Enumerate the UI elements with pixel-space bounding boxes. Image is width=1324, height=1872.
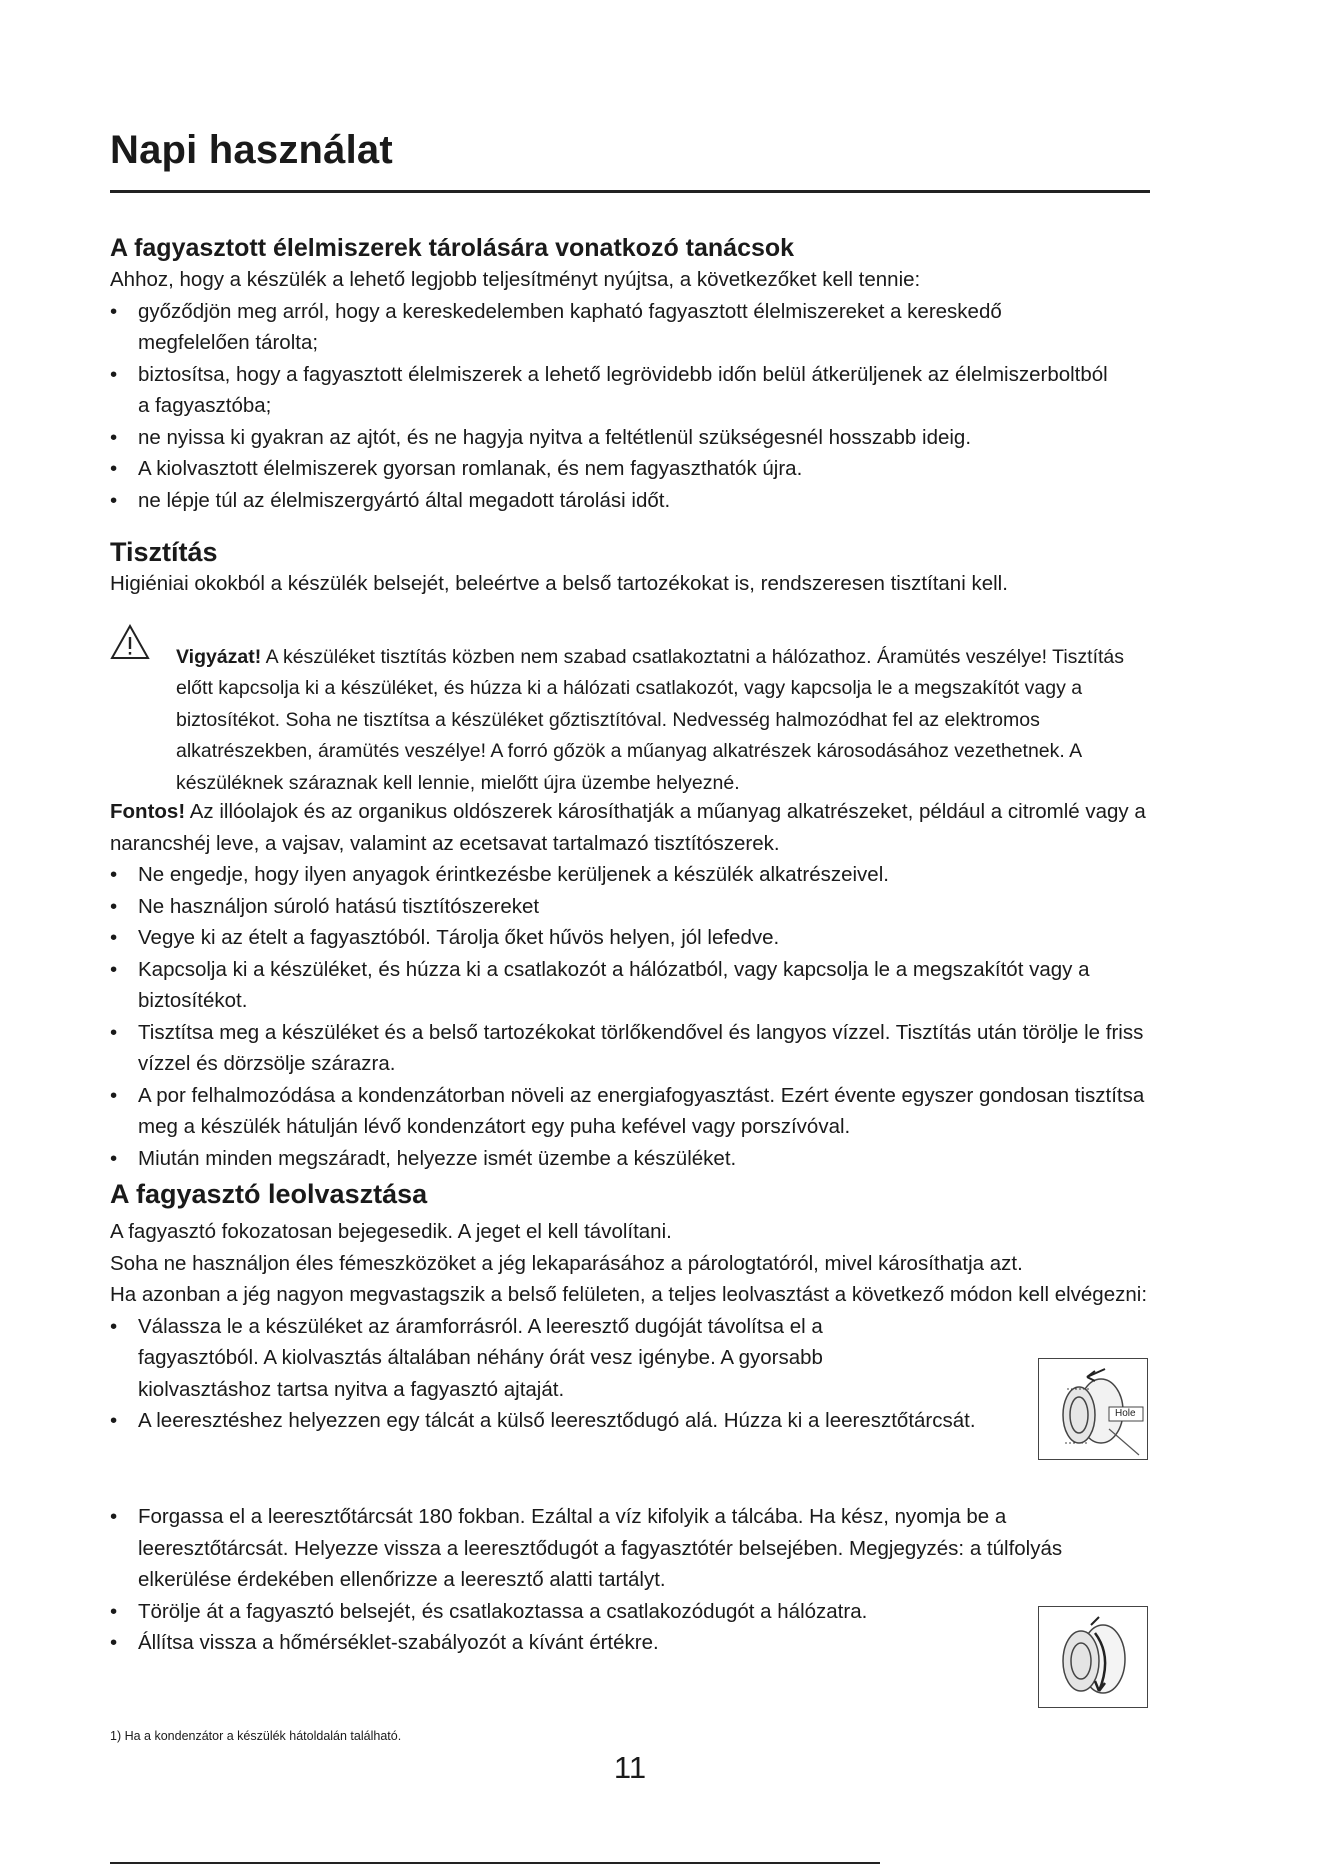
hole-label: Hole — [1115, 1408, 1136, 1419]
defrost-para-2: Soha ne használjon éles fémeszközöket a jég lekaparásához a párologtatóról, mivel károsíthatja azt. — [110, 1251, 1023, 1275]
title-divider — [110, 190, 1150, 193]
list-item: • ne nyissa ki gyakran az ajtót, és ne hagyja nyitva a feltétlenül szükségesnél hosszabb ideig. — [110, 422, 1150, 454]
defrost-para-1: A fagyasztó fokozatosan bejegesedik. A jeget el kell távolítani. — [110, 1220, 672, 1243]
list-item: • Kapcsolja ki a készüléket, és húzza ki a csatlakozót a hálózatból, vagy kapcsolja le a megszakítót vagy a biztosítékot. — [110, 954, 1150, 1017]
list-item: • Válassza le a készüléket az áramforrásról. A leeresztő dugóját távolítsa el a fagyasztóból. A kiolvasztás általában néhány órát vesz igénybe. A gyorsabb kiolvasztáshoz tartsa nyitva a fagyasztó ajtaját. — [110, 1311, 1030, 1406]
list-item: • biztosítsa, hogy a fagyasztott élelmiszerek a lehető legrövidebb időn belül átkerüljenek az élelmiszerboltból a fagyasztóba; — [110, 359, 1150, 422]
list-item: • A por felhalmozódása a kondenzátorban növeli az energiafogyasztást. Ezért évente egyszer gondosan tisztítsa meg a készülék hátulján lévő kondenzátort egy puha kefével vagy porszívóval. — [110, 1080, 1150, 1143]
storage-intro: Ahhoz, hogy a készülék a lehető legjobb teljesítményt nyújtsa, a következőket kell tennie: — [110, 268, 921, 291]
important-label: Fontos! — [110, 800, 186, 823]
footnote: 1) Ha a kondenzátor a készülék hátoldalán található. — [110, 1728, 402, 1743]
storage-heading: A fagyasztott élelmiszerek tárolására vonatkozó tanácsok — [110, 234, 795, 262]
defrost-section — [110, 1178, 1150, 1437]
defrost-para-3: Ha azonban a jég nagyon megvastagszik a belső felületen, a teljes leolvasztást a következő módon kell elvégezni: — [110, 1283, 1148, 1306]
bottom-divider — [110, 1862, 880, 1864]
list-item: • Ne használjon súroló hatású tisztítószereket — [110, 891, 1150, 923]
cleaning-intro: Higiéniai okokból a készülék belsejét, beleértve a belső tartozékokat is, rendszeresen tisztítani kell. — [110, 572, 1008, 595]
cleaning-list — [110, 859, 1150, 1174]
important-note — [110, 796, 1150, 859]
defrost-heading: A fagyasztó leolvasztása — [110, 1179, 428, 1209]
defrost-list-a — [110, 1311, 1030, 1437]
list-item: • Miután minden megszáradt, helyezze ismét üzembe a készüléket. — [110, 1143, 1150, 1175]
storage-list — [110, 296, 1150, 517]
cleaning-section-header — [110, 536, 1150, 600]
storage-section — [110, 232, 1150, 516]
warning-triangle-icon — [110, 624, 150, 660]
warning-label: Vigyázat! — [176, 645, 262, 668]
defrost-list-b — [110, 1501, 1150, 1659]
warning-body: A készüléket tisztítás közben nem szabad csatlakoztatni a hálózathoz. Áramütés veszélye! Tisztítás előtt kapcsolja ki a készüléket, és húzza ki a hálózati csatlakozót, vagy kapcsolja le a megszakítót vagy a biztosítékot. Soha ne tisztítsa a készüléket gőztisztítóval. Nedvesség halmozódhat fel az elektromos alkatrészekben, áramütés veszélye! A forró gőzök a műanyag alkatrészek károsodásához vezethetnek. A készüléknek száraznak kell lennie, mielőtt újra üzembe helyezné. — [176, 645, 1125, 794]
list-item: • Törölje át a fagyasztó belsejét, és csatlakoztassa a csatlakozódugót a hálózatra. — [110, 1596, 1150, 1628]
list-item: • Forgassa el a leeresztőtárcsát 180 fokban. Ezáltal a víz kifolyik a tálcába. Ha kész, nyomja be a leeresztőtárcsát. Helyezze vissza a leeresztődugót a fagyasztótér belsejében. Megjegyzés: a túlfolyás elkerülése érdekében ellenőrizze a leeresztő alatti tartályt. — [110, 1501, 1150, 1596]
warning-box — [110, 622, 1150, 819]
cleaning-heading: Tisztítás — [110, 537, 218, 567]
important-body: Az illóolajok és az organikus oldószerek károsíthatják a műanyag alkatrészeket, például a citromlé vagy a narancshéj leve, a vajsav, valamint az ecetsavat tartalmazó tisztítószerek. — [110, 800, 1146, 855]
list-item: • Ne engedje, hogy ilyen anyagok érintkezésbe kerüljenek a készülék alkatrészeivel. — [110, 859, 1150, 891]
list-item: • győződjön meg arról, hogy a kereskedelemben kapható fagyasztott élelmiszereket a kereskedő megfelelően tárolta; — [110, 296, 1150, 359]
list-item: • ne lépje túl az élelmiszergyártó által megadott tárolási időt. — [110, 485, 1150, 517]
list-item: • A kiolvasztott élelmiszerek gyorsan romlanak, és nem fagyaszthatók újra. — [110, 453, 1150, 485]
list-item: • Állítsa vissza a hőmérséklet-szabályozót a kívánt értékre. — [110, 1627, 1150, 1659]
list-item: • Tisztítsa meg a készüléket és a belső tartozékokat törlőkendővel és langyos vízzel. Tisztítás után törölje le friss vízzel és dörzsölje szárazra. — [110, 1017, 1150, 1080]
page-number: 11 — [613, 1750, 647, 1785]
list-item: • Vegye ki az ételt a fagyasztóból. Tárolja őket hűvös helyen, jól lefedve. — [110, 922, 1150, 954]
drain-plug-figure — [1038, 1358, 1148, 1460]
drain-dial-figure — [1038, 1606, 1148, 1708]
warning-text — [176, 642, 1150, 800]
list-item: • A leeresztéshez helyezzen egy tálcát a külső leeresztődugó alá. Húzza ki a leeresztőtárcsát. — [110, 1405, 1030, 1437]
defrost-section-continued — [110, 1501, 1150, 1659]
rotate-dial-illustration — [1039, 1607, 1147, 1707]
page-title: Napi használat — [110, 128, 393, 172]
cleaning-section-body — [110, 796, 1150, 1174]
